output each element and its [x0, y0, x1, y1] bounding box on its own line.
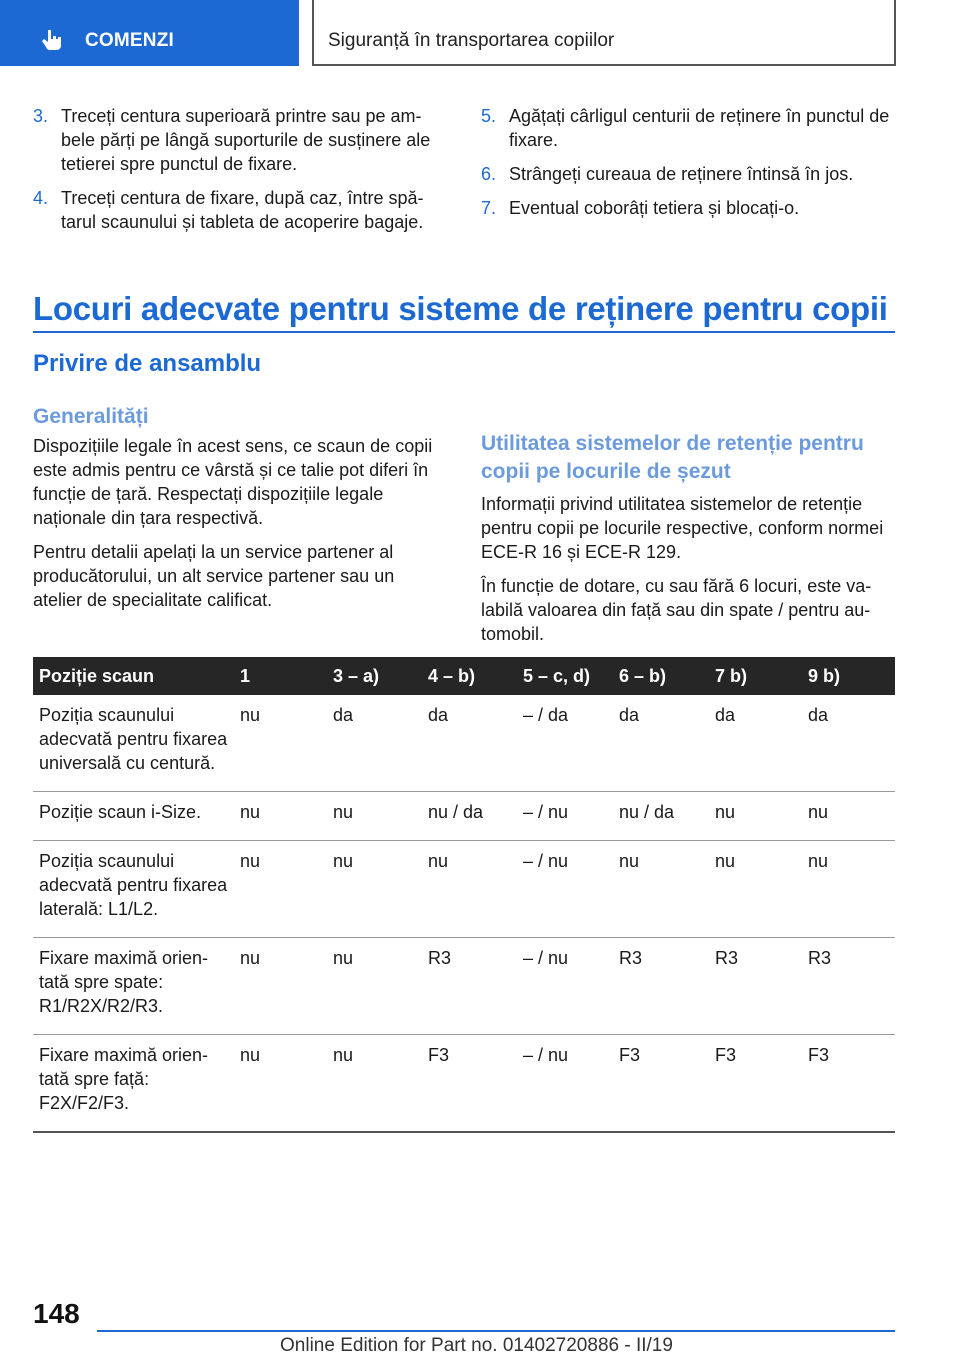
seat-suitability-table: [33, 657, 895, 1133]
table-cell: da: [613, 695, 709, 792]
edition-text: Online Edition for Part no. 01402720886 - II/19: [280, 1335, 673, 1356]
column-header: Poziție scaun: [33, 657, 234, 695]
table-cell: R3: [613, 938, 709, 1035]
table-cell: nu: [234, 841, 327, 938]
table-cell: – / da: [517, 695, 613, 792]
table-cell: nu: [802, 792, 895, 841]
general-heading: Generalități: [33, 405, 149, 428]
table-cell: nu: [234, 1035, 327, 1133]
table-cell: – / nu: [517, 938, 613, 1035]
table-row: [33, 1035, 895, 1133]
general-text: [33, 434, 445, 622]
table-cell: da: [709, 695, 802, 792]
section-title: Siguranță în transportarea copiilor: [328, 30, 615, 51]
step-number: 4.: [33, 188, 49, 208]
table-cell: nu: [234, 792, 327, 841]
table-row: [33, 841, 895, 938]
step-number: 6.: [481, 164, 497, 184]
paragraph: În funcție de dotare, cu sau fără 6 locuri, este valabilă valoarea din față sau din spate / pentru automobil.: [481, 576, 872, 644]
table-row: [33, 792, 895, 841]
table-row: [33, 938, 895, 1035]
table-cell: F3: [709, 1035, 802, 1133]
column-header: 7 b): [709, 657, 802, 695]
step-text: Treceți centura superioară printre sau pe ambele părți pe lângă suporturile de susținere ale tetierei spre punctul de fixare.: [61, 106, 431, 174]
step-item: [33, 186, 445, 234]
step-text: Eventual coborâți tetiera și blocați-o.: [509, 198, 800, 218]
table-cell: R3: [802, 938, 895, 1035]
step-text: Agățați cârligul centurii de reținere în punctul de fixare.: [509, 106, 890, 150]
table-cell: nu: [327, 841, 422, 938]
step-item: [481, 162, 895, 186]
table-cell: da: [327, 695, 422, 792]
table-cell: nu: [234, 938, 327, 1035]
section-title-box: [312, 0, 896, 66]
utility-text: [481, 492, 895, 656]
step-number: 5.: [481, 106, 497, 126]
table-cell: Fixare maximă orientată spre față: F2X/F2/F3.: [33, 1035, 234, 1133]
table-cell: nu: [709, 841, 802, 938]
paragraph: Informații privind utilitatea sistemelor de retenție pentru copii pe locurile respective, conform normei ECE-R 16 și ECE-R 129.: [481, 494, 884, 562]
chapter-tab-label: COMENZI: [85, 30, 175, 51]
section-heading: Locuri adecvate pentru sisteme de reținere pentru copii: [33, 290, 888, 327]
paragraph: Pentru detalii apelați la un service partener al producătorului, un alt service partener sau un atelier de specialitate calificat.: [33, 542, 395, 610]
step-number: 7.: [481, 198, 497, 218]
table-cell: F3: [422, 1035, 517, 1133]
step-item: [481, 104, 895, 152]
table-cell: nu: [327, 938, 422, 1035]
table-cell: nu: [613, 841, 709, 938]
table-cell: – / nu: [517, 792, 613, 841]
table-cell: Poziția scaunului adecvată pentru fixarea universală cu centură.: [33, 695, 234, 792]
column-header: 6 – b): [613, 657, 709, 695]
table-cell: da: [422, 695, 517, 792]
column-header: 3 – a): [327, 657, 422, 695]
column-header: 9 b): [802, 657, 895, 695]
hand-pointer-icon: [40, 28, 64, 52]
table-cell: – / nu: [517, 841, 613, 938]
table-cell: Poziție scaun i-Size.: [33, 792, 234, 841]
table-cell: F3: [613, 1035, 709, 1133]
heading-rule: [33, 331, 895, 333]
column-header: 1: [234, 657, 327, 695]
step-item: [33, 104, 445, 176]
table-cell: da: [802, 695, 895, 792]
table-cell: R3: [422, 938, 517, 1035]
table-cell: nu / da: [422, 792, 517, 841]
table-cell: – / nu: [517, 1035, 613, 1133]
paragraph: Dispozițiile legale în acest sens, ce scaun de copii este admis pentru ce vârstă și ce talie pot diferi în funcție de țară. Respectați dispozițiile legale naționale din țara respectivă.: [33, 436, 433, 528]
table-cell: nu: [802, 841, 895, 938]
table-cell: nu: [234, 695, 327, 792]
table-cell: Poziția scaunului adecvată pentru fixarea laterală: L1/L2.: [33, 841, 234, 938]
table-cell: Fixare maximă orientată spre spate: R1/R2X/R2/R3.: [33, 938, 234, 1035]
steps-left: [33, 104, 445, 244]
steps-right: [481, 104, 895, 230]
utility-heading: Utilitatea sistemelor de retenție pentru copii pe locurile de șezut: [481, 432, 864, 483]
page-number: 148: [33, 1298, 80, 1329]
table-cell: nu / da: [613, 792, 709, 841]
table-cell: nu: [709, 792, 802, 841]
step-text: Strângeți cureaua de reținere întinsă în jos.: [509, 164, 854, 184]
table-cell: nu: [327, 792, 422, 841]
table-cell: nu: [327, 1035, 422, 1133]
table-header-row: [33, 657, 895, 695]
table-cell: nu: [422, 841, 517, 938]
chapter-tab[interactable]: [0, 0, 299, 66]
column-header: 5 – c, d): [517, 657, 613, 695]
column-header: 4 – b): [422, 657, 517, 695]
step-item: [481, 196, 895, 220]
table-cell: R3: [709, 938, 802, 1035]
step-number: 3.: [33, 106, 49, 126]
footer-rule: [97, 1330, 895, 1332]
step-text: Treceți centura de fixare, după caz, între spătarul scaunului și tableta de acoperire bagaje.: [61, 188, 424, 232]
section-subheading: Privire de ansamblu: [33, 350, 262, 377]
table-row: [33, 695, 895, 792]
table-cell: F3: [802, 1035, 895, 1133]
